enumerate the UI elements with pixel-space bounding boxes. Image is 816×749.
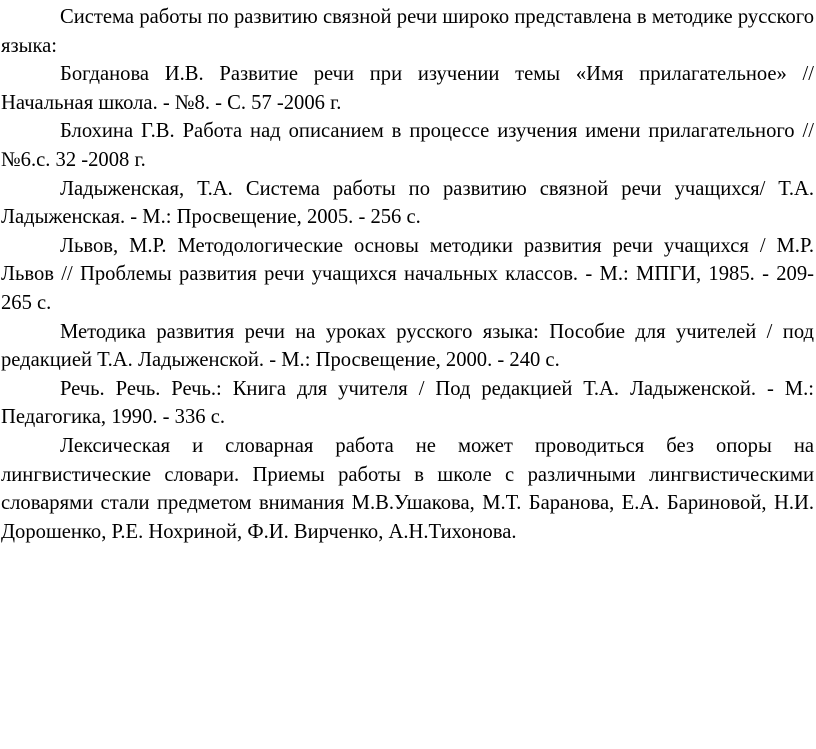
reference-bogdanova: Богданова И.В. Развитие речи при изучении темы «Имя прилагательное» // Начальная школа. - №8. - С. 57 -2006 г. (1, 63, 814, 114)
closing-paragraph: Лексическая и словарная работа не может проводиться без опоры на лингвистические словари. Приемы работы в школе с различными лингвистическими словарями стали предметом внимания М.В.Ушакова, М.Т. Баранова, Е.А. Бариновой, Н.И. Дорошенко, Р.Е. Нохриной, Ф.И. Вирченко, А.Н.Тихонова. (1, 434, 814, 543)
document-text (1, 0, 814, 546)
intro-paragraph: Система работы по развитию связной речи широко представлена в методике русского языка: (1, 6, 814, 57)
reference-ladyzhenskaya: Ладыженская, Т.А. Система работы по развитию связной речи учащихся/ Т.А. Ладыженская. - М.: Просвещение, 2005. - 256 с. (1, 177, 814, 229)
reference-blokhina: Блохина Г.В. Работа над описанием в процессе изучения имени прилагательного // №6.с. 32 -2008 г. (1, 120, 814, 171)
reference-lvov: Львов, М.Р. Методологические основы методики развития речи учащихся / М.Р. Львов // Проблемы развития речи учащихся начальных классов. - М.: МПГИ, 1985. - 209-265 с. (1, 234, 814, 314)
reference-rech: Речь. Речь. Речь.: Книга для учителя / Под редакцией Т.А. Ладыженской. - М.: Педагогика, 1990. - 336 с. (1, 377, 814, 429)
reference-metodika: Методика развития речи на уроках русского языка: Пособие для учителей / под редакцией Т.А. Ладыженской. - М.: Просвещение, 2000. - 240 с. (1, 320, 814, 372)
